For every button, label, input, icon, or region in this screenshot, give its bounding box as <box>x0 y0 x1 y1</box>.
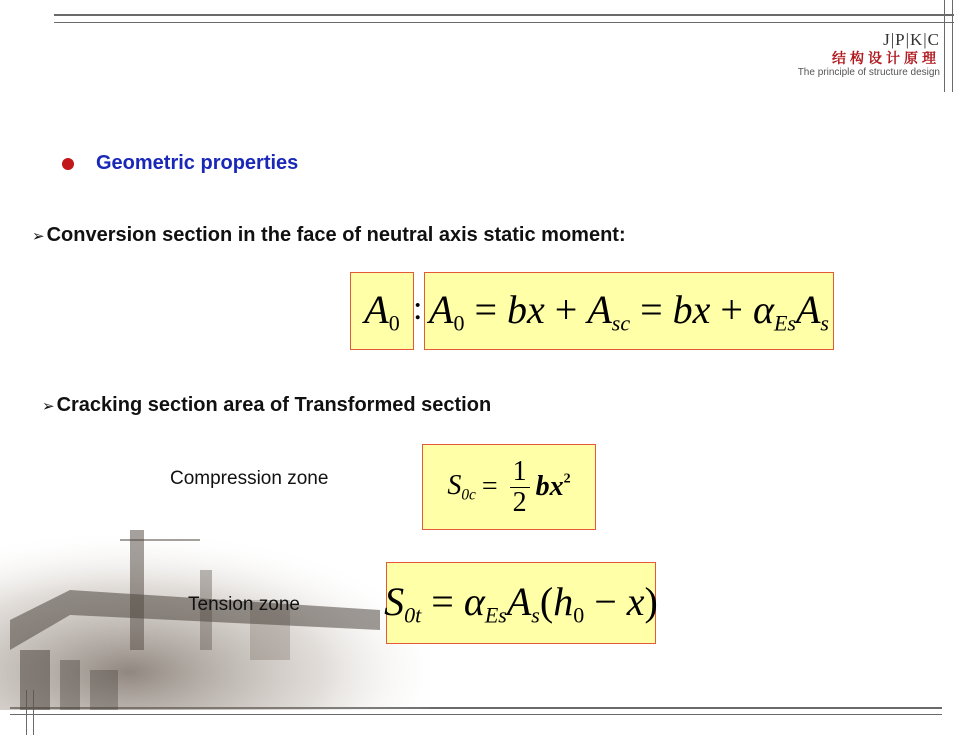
right-vertical-rule-2 <box>952 0 953 92</box>
colon-separator: : <box>413 290 423 327</box>
bottom-rule-thin <box>10 714 942 715</box>
formula-transformed-area: $A_0$ = bx + $A_{sc}$ = bx + $\alpha_{Es}A_s$ <box>424 272 834 350</box>
cracking-section-text: Cracking section area of Transformed section <box>56 394 492 416</box>
right-vertical-rule <box>944 0 945 92</box>
jpkc-logo <box>798 30 940 78</box>
section-heading <box>62 152 298 175</box>
compression-zone-label: Compression zone <box>170 468 329 489</box>
bullet-icon <box>62 158 74 170</box>
conversion-section-text: Conversion section in the face of neutral axis static moment: <box>46 224 626 246</box>
logo-mark: J|P|K|C <box>883 30 940 49</box>
cracking-section-line <box>42 394 491 417</box>
tension-zone-label: Tension zone <box>188 594 300 615</box>
formula-tension-moment: $S_{0t} = \alpha_{Es}A_s(h_0 - x)$ <box>386 562 656 644</box>
arrow-bullet-icon: ➢ <box>32 227 45 245</box>
top-rule <box>54 14 954 16</box>
top-rule-thin <box>54 22 954 23</box>
logo-english-subtitle: The principle of structure design <box>797 67 940 78</box>
logo-chinese-title: 结构设计原理 <box>832 50 940 66</box>
conversion-section-line <box>32 224 626 247</box>
formula-a0-label: $A_0$ <box>350 272 414 350</box>
arrow-bullet-icon-2: ➢ <box>42 397 55 415</box>
heading-text: Geometric properties <box>96 152 299 174</box>
formula-compression-moment: $S_{0c}$ = $\frac{1}{2}$ $bx^2$ <box>422 444 596 530</box>
